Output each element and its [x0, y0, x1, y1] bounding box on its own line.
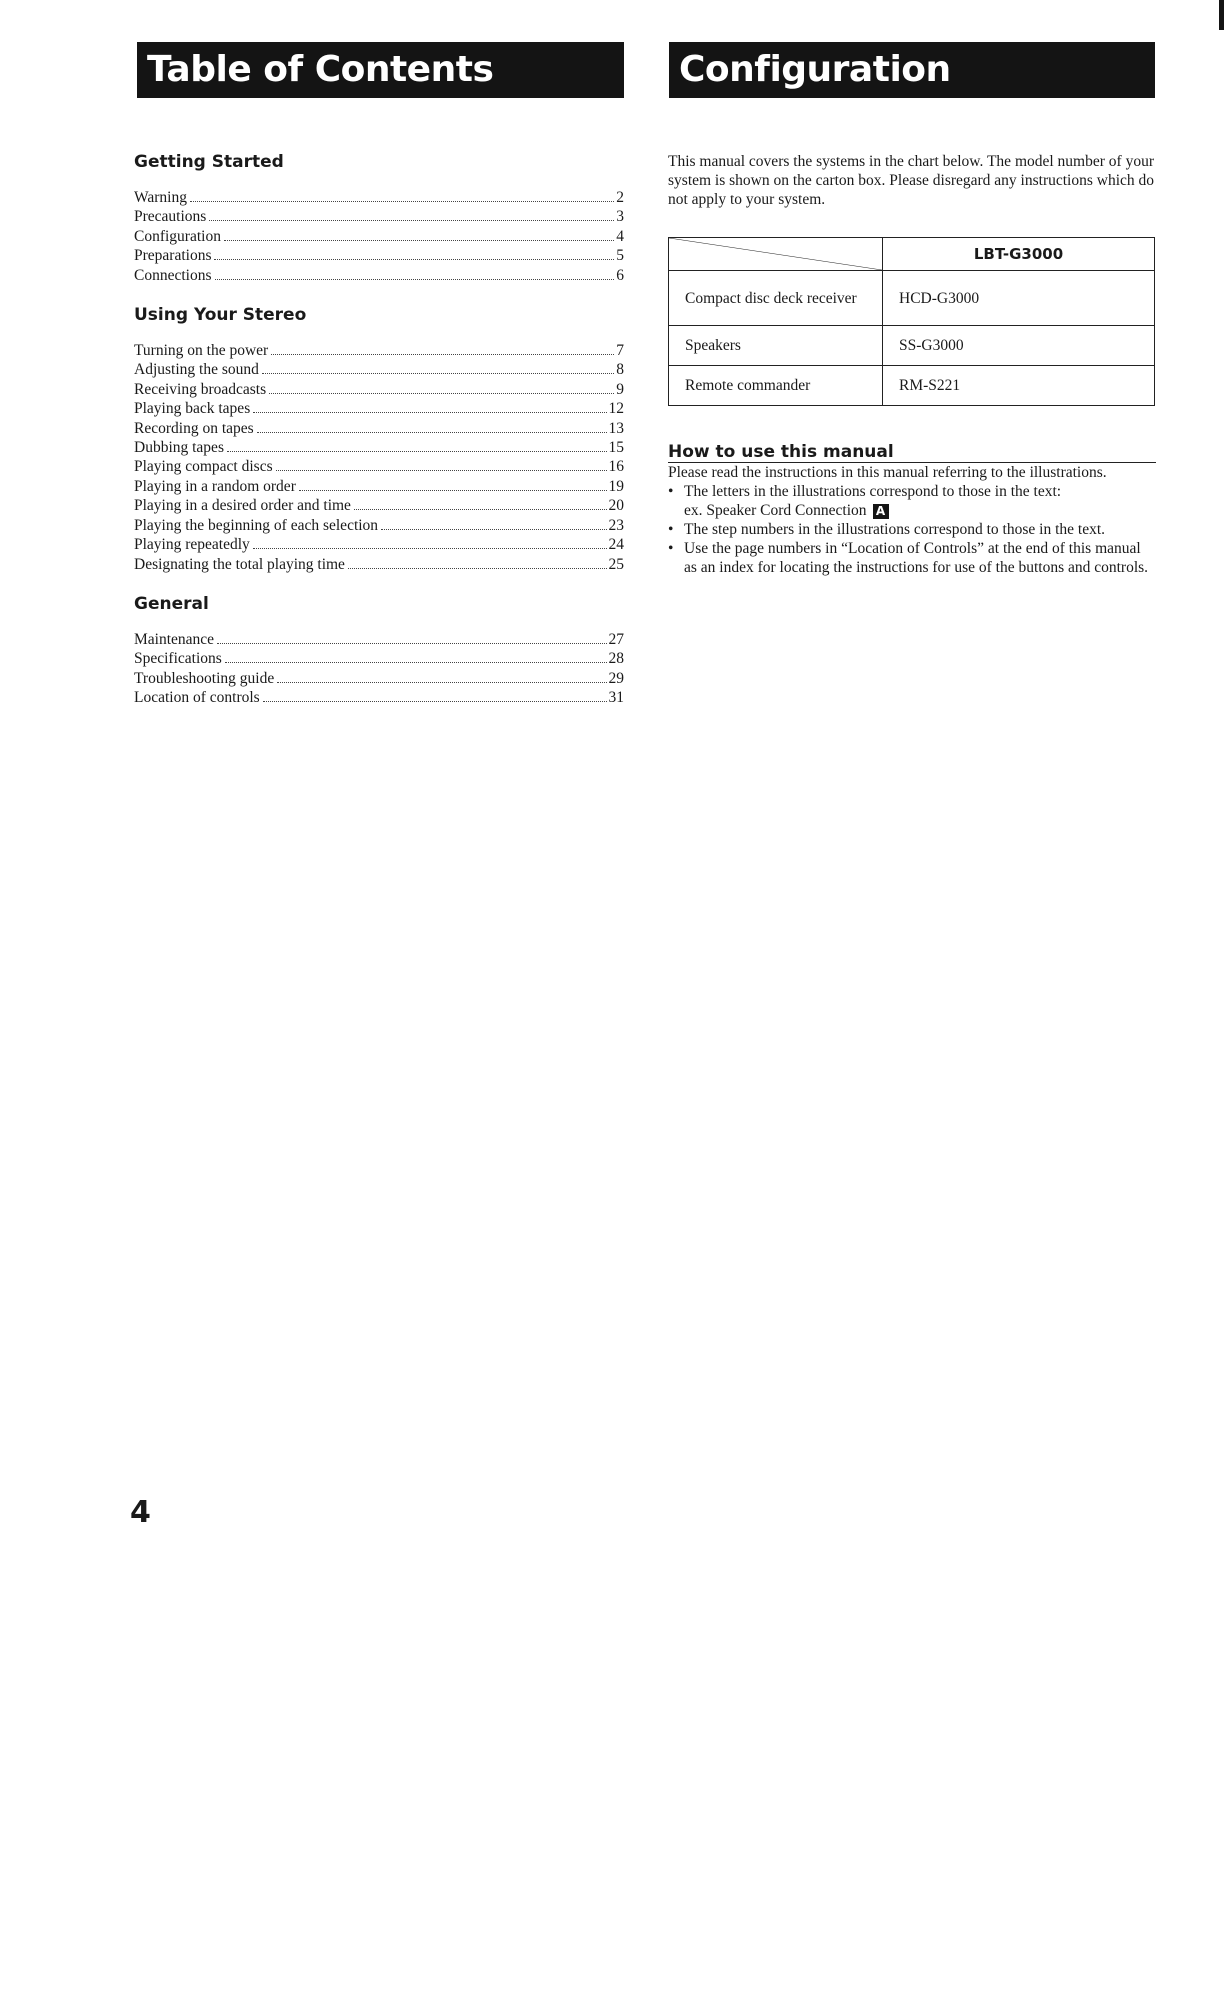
toc-section-general — [134, 592, 624, 708]
toc-entry-page: 5 — [616, 247, 624, 265]
toc-title-banner: Table of Contents — [137, 42, 624, 98]
edge-mark — [1219, 0, 1224, 30]
toc-entry-title: Adjusting the sound — [134, 361, 259, 379]
toc-entry[interactable] — [134, 477, 624, 496]
table-row — [669, 326, 1155, 366]
component-name: Remote commander — [669, 366, 883, 406]
toc-entry[interactable] — [134, 535, 624, 554]
toc-entry-page: 15 — [608, 439, 624, 457]
toc-entry[interactable] — [134, 630, 624, 649]
component-name: Speakers — [669, 326, 883, 366]
dot-leader — [190, 201, 614, 202]
toc-entry-page: 27 — [608, 630, 624, 648]
table-row — [669, 271, 1155, 326]
toc-entry[interactable] — [134, 688, 624, 707]
table-header-row — [669, 238, 1155, 271]
toc-entry[interactable] — [134, 669, 624, 688]
dot-leader — [253, 548, 607, 549]
toc-entry-page: 16 — [608, 458, 624, 476]
toc-entry-title: Maintenance — [134, 630, 215, 648]
system-model-header: LBT-G3000 — [883, 238, 1155, 271]
page-number: 4 — [130, 1495, 151, 1530]
toc-list — [134, 341, 624, 574]
dot-leader — [253, 412, 606, 413]
toc-column — [134, 150, 624, 726]
toc-entry-title: Playing compact discs — [134, 458, 273, 476]
howto-heading: How to use this manual — [668, 442, 1156, 463]
toc-entry-title: Precautions — [134, 208, 207, 226]
toc-entry-title: Turning on the power — [134, 342, 269, 360]
section-heading: General — [134, 593, 209, 614]
toc-entry-page: 24 — [608, 536, 624, 554]
toc-entry-page: 23 — [608, 516, 624, 534]
component-model: HCD-G3000 — [883, 271, 1155, 326]
dot-leader — [262, 373, 614, 374]
dot-leader — [269, 393, 614, 394]
toc-entry-title: Configuration — [134, 227, 221, 245]
bullet-text: The letters in the illustrations correspond to those in the text: — [684, 483, 1062, 500]
toc-entry-page: 4 — [616, 227, 624, 245]
toc-entry-title: Playing the beginning of each selection — [134, 516, 379, 534]
dot-leader — [217, 643, 606, 644]
toc-entry[interactable] — [134, 457, 624, 476]
toc-entry-title: Designating the total playing time — [134, 555, 345, 573]
toc-entry-page: 13 — [608, 419, 624, 437]
dot-leader — [354, 509, 607, 510]
toc-entry[interactable] — [134, 649, 624, 668]
toc-entry-page: 31 — [608, 689, 624, 707]
howto-bullet: • Use the page numbers in “Location of Controls” at the end of this manual as an index for locating the instructions for use of the buttons and controls. — [668, 539, 1156, 577]
toc-entry[interactable] — [134, 438, 624, 457]
dot-leader — [225, 662, 607, 663]
toc-entry-title: Location of controls — [134, 689, 260, 707]
toc-entry-title: Playing in a random order — [134, 477, 296, 495]
component-name: Compact disc deck receiver — [669, 271, 883, 326]
dot-leader — [224, 240, 614, 241]
howto-paragraph: Please read the instructions in this manual referring to the illustrations. — [668, 464, 1107, 481]
toc-entry-title: Playing in a desired order and time — [134, 497, 351, 515]
toc-entry-page: 9 — [616, 380, 624, 398]
configuration-title-banner: Configuration — [669, 42, 1155, 98]
toc-entry-page: 12 — [608, 400, 624, 418]
toc-entry-title: Playing repeatedly — [134, 536, 250, 554]
example-text: ex. Speaker Cord Connection — [684, 502, 867, 519]
toc-entry-title: Connections — [134, 266, 212, 284]
configuration-intro: This manual covers the systems in the chart below. The model number of your system is shown on the carton box. Please disregard any instructions which do not apply to your system. — [668, 153, 1155, 208]
dot-leader — [276, 470, 607, 471]
toc-entry[interactable] — [134, 516, 624, 535]
toc-entry-title: Dubbing tapes — [134, 439, 224, 457]
component-model: RM-S221 — [883, 366, 1155, 406]
dot-leader — [257, 432, 607, 433]
toc-entry[interactable] — [134, 207, 624, 226]
toc-entry-page: 20 — [608, 497, 624, 515]
component-model: SS-G3000 — [883, 326, 1155, 366]
howto-bullet — [668, 482, 1156, 520]
letter-box-icon: A — [873, 504, 889, 519]
section-heading: Getting Started — [134, 152, 284, 172]
toc-section-getting-started — [134, 150, 624, 285]
toc-entry-title: Receiving broadcasts — [134, 380, 267, 398]
toc-entry[interactable] — [134, 419, 624, 438]
toc-entry-page: 19 — [608, 477, 624, 495]
toc-entry[interactable] — [134, 227, 624, 246]
toc-entry[interactable] — [134, 266, 624, 285]
diagonal-divider — [669, 238, 882, 270]
dot-leader — [271, 354, 614, 355]
toc-list — [134, 188, 624, 285]
toc-entry[interactable] — [134, 188, 624, 207]
toc-entry[interactable] — [134, 380, 624, 399]
dot-leader — [209, 220, 614, 221]
toc-list — [134, 630, 624, 708]
howto-bullets — [668, 482, 1156, 577]
configuration-table — [668, 237, 1155, 406]
toc-entry-title: Troubleshooting guide — [134, 669, 275, 687]
toc-section-using-your-stereo — [134, 303, 624, 574]
toc-entry[interactable] — [134, 246, 624, 265]
toc-entry[interactable] — [134, 360, 624, 379]
dot-leader — [277, 682, 606, 683]
dot-leader — [263, 701, 607, 702]
toc-entry[interactable] — [134, 496, 624, 515]
dot-leader — [348, 568, 607, 569]
example-line — [684, 501, 1156, 520]
toc-entry[interactable] — [134, 399, 624, 418]
toc-entry[interactable] — [134, 555, 624, 574]
toc-entry-page: 7 — [616, 342, 624, 360]
section-heading: Using Your Stereo — [134, 305, 307, 326]
toc-entry-title: Recording on tapes — [134, 419, 254, 437]
toc-entry-page: 29 — [608, 669, 624, 687]
toc-entry-page: 25 — [608, 555, 624, 573]
howto-bullet: • The step numbers in the illustrations correspond to those in the text. — [668, 520, 1156, 539]
toc-entry-page: 2 — [616, 189, 624, 206]
dot-leader — [299, 490, 607, 491]
toc-entry-title: Warning — [134, 189, 187, 206]
dot-leader — [214, 259, 614, 260]
table-row — [669, 366, 1155, 406]
toc-entry-page: 6 — [616, 266, 624, 284]
toc-entry-title: Specifications — [134, 650, 222, 668]
dot-leader — [215, 279, 615, 280]
toc-entry-title: Preparations — [134, 247, 212, 265]
dot-leader — [381, 529, 606, 530]
toc-entry-page: 8 — [616, 361, 624, 379]
toc-entry-page: 3 — [616, 208, 624, 226]
dot-leader — [227, 451, 607, 452]
configuration-column — [668, 152, 1156, 577]
table-corner-cell — [669, 238, 883, 271]
toc-entry-title: Playing back tapes — [134, 400, 251, 418]
toc-entry-page: 28 — [608, 650, 624, 668]
toc-entry[interactable] — [134, 341, 624, 360]
